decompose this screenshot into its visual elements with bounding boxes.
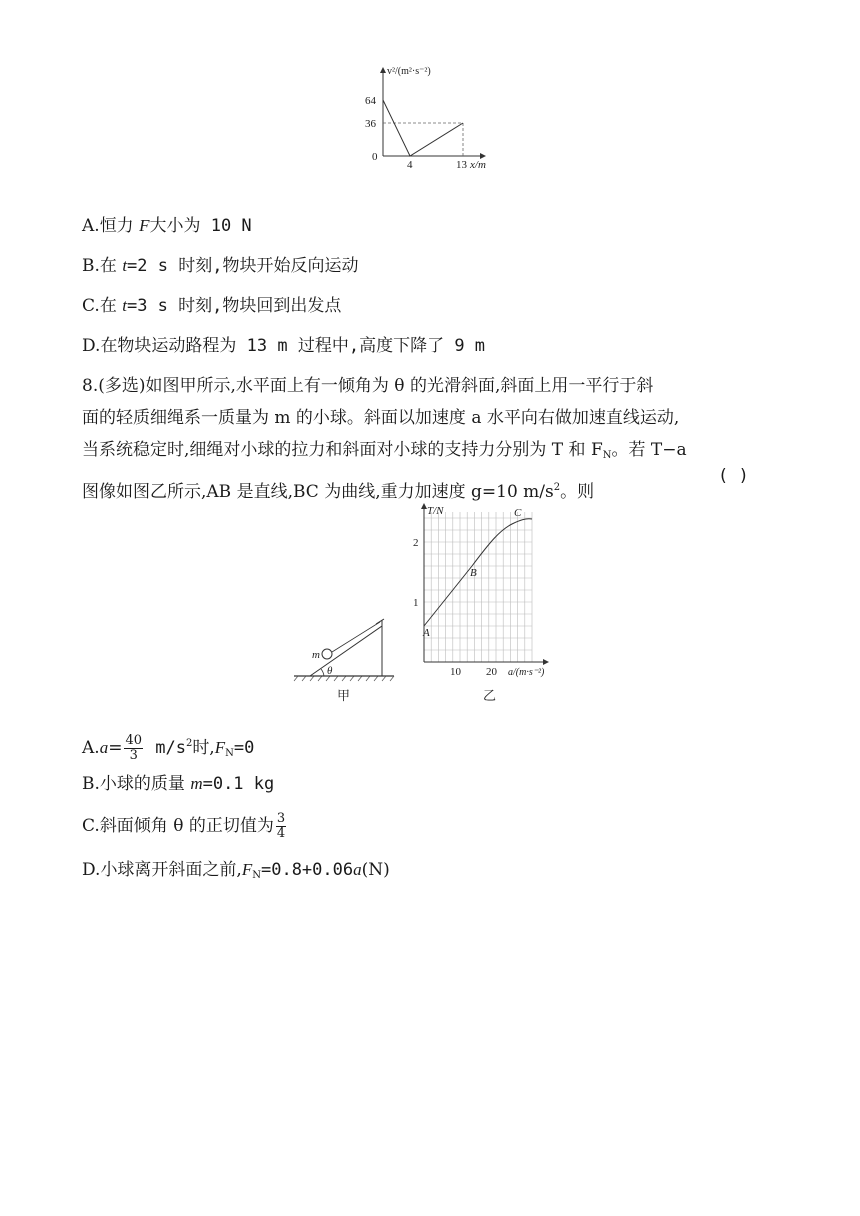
yi-y-label: T/N [427,505,444,517]
yi-x-tick-20: 20 [486,666,497,678]
yi-y-tick-1: 1 [413,597,419,609]
graph1-x-tick-13: 13 [456,159,467,170]
graph1-x-tick-4: 4 [407,159,413,170]
point-b-label: B [470,567,477,579]
q8-option-b: B.小球的质量 m=0.1 kg [82,774,275,794]
prev-option-c: C.在 t=3 s 时刻,物块回到出发点 [82,296,342,316]
yi-y-tick-2: 2 [413,537,419,549]
rope [332,622,380,652]
q8-line-3: 当系统稳定时,细绳对小球的拉力和斜面对小球的支持力分别为 T 和 $F_N$。若 T−a [82,440,687,461]
v2-x-graph [350,60,520,170]
q8-option-d: D.小球离开斜面之前$,F_N=0.8+0.06a(N)$ [82,860,390,881]
mass-label: m [312,649,320,661]
q8-line-1: 8.(多选)如图甲所示,水平面上有一倾角为 θ 的光滑斜面,斜面上用一平行于斜 [82,376,654,396]
grid [424,512,532,662]
fraction-3-4: $\frac{3}{4}$ [276,811,286,841]
point-c-label: C [514,507,522,519]
yi-x-label: a/(m·s⁻²) [508,667,545,678]
yi-x-tick-10: 10 [450,666,461,678]
figure-yi-caption: 乙 [483,689,497,704]
answer-bracket: ( ) [718,466,749,486]
angle-label: θ [327,665,333,677]
figure-yi [400,500,580,705]
prev-option-a: A.恒力 F大小为 10 N [82,216,252,236]
fraction-40-3: $\frac{40}{3}$ [125,733,142,763]
t-a-curve [424,519,532,626]
graph1-y-tick-0: 0 [372,151,378,163]
q8-line-4: 图像如图乙所示,AB 是直线,BC 为曲线,重力加速度 g=10 $m/s^2$。则 [82,482,595,502]
graph1-x-label: x/m [470,159,486,170]
graph1-line [383,100,463,156]
ball [322,649,332,659]
incline-wedge [310,626,382,676]
point-a-label: A [423,627,430,639]
graph1-y-label: v²/(m²·s⁻²) [387,66,431,77]
prev-option-b: B.在 t=2 s 时刻,物块开始反向运动 [82,256,359,276]
q8-option-c: C.斜面倾角 θ 的正切值为 $\frac{3}{4}$ [82,811,286,841]
graph1-y-tick-64: 64 [365,95,376,107]
figure-jia [290,612,400,707]
q8-line-2: 面的轻质细绳系一质量为 m 的小球。斜面以加速度 a 水平向右做加速直线运动, [82,408,680,428]
question-8 [82,370,782,508]
q8-option-a: A.a= $\frac{40}{3}$ $m/s^2$时$,F_N=0$ [82,733,255,763]
prev-option-d: D.在物块运动路程为 13 m 过程中,高度下降了 9 m [82,336,486,356]
figure-jia-caption: 甲 [337,689,351,704]
graph1-y-tick-36: 36 [365,118,376,130]
